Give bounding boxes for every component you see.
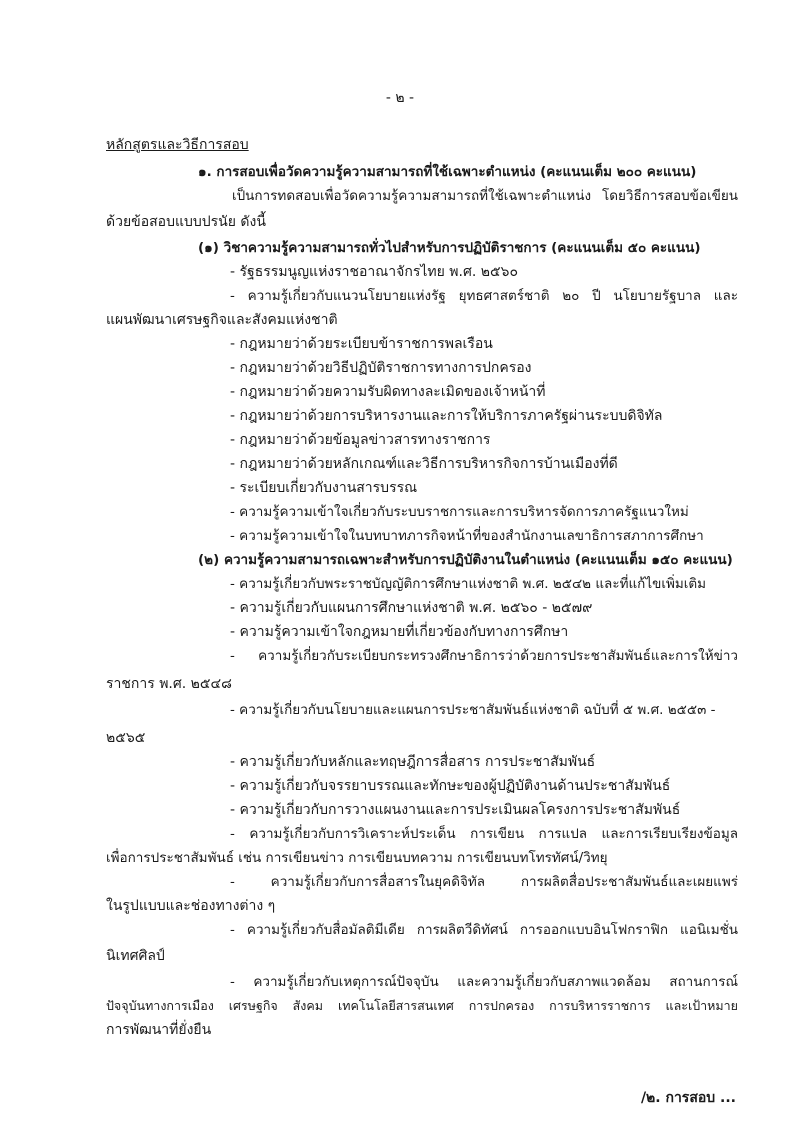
list-item-cont: ๒๕๖๕ [106,730,146,746]
list-item: - ความรู้เกี่ยวกับการวางแผนงานและการประเมินผลโครงการประชาสัมพันธ์ [230,802,681,818]
list-item: - ความรู้เกี่ยวกับการวิเคราะห์ประเด็น การเขียน การแปล และการเรียบเรียงข้อมูล [230,826,738,842]
list-item: - ความรู้เกี่ยวกับสื่อมัลติมีเดีย การผลิตวีดิทัศน์ การออกแบบอินโฟกราฟิก แอนิเมชั่น [230,922,738,938]
list-item: - ความรู้เกี่ยวกับแผนการศึกษาแห่งชาติ พ.ศ. ๒๕๖๐ - ๒๕๗๙ [230,600,593,616]
list-item: - กฎหมายว่าด้วยความรับผิดทางละเมิดของเจ้าหน้าที่ [230,384,546,400]
list-item: - ความรู้เกี่ยวกับระเบียบกระทรวงศึกษาธิการว่าด้วยการประชาสัมพันธ์และการให้ข่าว [230,648,738,664]
list-item: - รัฐธรรมนูญแห่งราชอาณาจักรไทย พ.ศ. ๒๕๖๐ [230,264,518,280]
list-item: - ระเบียบเกี่ยวกับงานสารบรรณ [230,480,418,496]
list-item: - ความรู้ความเข้าใจเกี่ยวกับระบบราชการและการบริหารจัดการภาครัฐแนวใหม่ [230,504,689,520]
section-1-intro-cont: ด้วยข้อสอบแบบปรนัย ดังนี้ [106,214,266,230]
list-item: - กฎหมายว่าด้วยการบริหารงานและการให้บริการภาครัฐผ่านระบบดิจิทัล [230,408,663,424]
list-item: - กฎหมายว่าด้วยหลักเกณฑ์และวิธีการบริหารกิจการบ้านเมืองที่ดี [230,456,618,472]
list-item-cont: ในรูปแบบและช่องทางต่าง ๆ [106,898,276,914]
list-item: - ความรู้เกี่ยวกับจรรยาบรรณและทักษะของผู้ปฏิบัติงานด้านประชาสัมพันธ์ [230,778,671,794]
part-1-title: (๑) วิชาความรู้ความสามารถทั่วไปสำหรับการปฏิบัติราชการ (คะแนนเต็ม ๕๐ คะแนน) [198,240,701,256]
list-item: - ความรู้ความเข้าใจในบทบาทภารกิจหน้าที่ของสำนักงานเลขาธิการสภาการศึกษา [230,528,704,544]
list-item: - ความรู้เกี่ยวกับการสื่อสารในยุคดิจิทัล การผลิตสื่อประชาสัมพันธ์และเผยแพร่ [230,874,738,890]
list-item-cont: เพื่อการประชาสัมพันธ์ เช่น การเขียนข่าว การเขียนบทความ การเขียนบทโทรทัศน์/วิทยุ [106,850,608,866]
list-item: - กฎหมายว่าด้วยระเบียบข้าราชการพลเรือน [230,336,493,352]
list-item: - กฎหมายว่าด้วยวิธีปฏิบัติราชการทางการปกครอง [230,360,532,376]
list-item: - ความรู้เกี่ยวกับแนวนโยบายแห่งรัฐ ยุทธศาสตร์ชาติ ๒๐ ปี นโยบายรัฐบาล และ [230,288,738,304]
list-item: - ความรู้เกี่ยวกับเหตุการณ์ปัจจุบัน และความรู้เกี่ยวกับสภาพแวดล้อม สถานการณ์ [230,974,738,990]
list-item: - ความรู้เกี่ยวกับหลักและทฤษฎีการสื่อสาร การประชาสัมพันธ์ [230,754,596,770]
list-item-cont: แผนพัฒนาเศรษฐกิจและสังคมแห่งชาติ [106,312,338,328]
part-2-title: (๒) ความรู้ความสามารถเฉพาะสำหรับการปฏิบัติงานในตำแหน่ง (คะแนนเต็ม ๑๕๐ คะแนน) [198,552,733,568]
list-item-cont: การพัฒนาที่ยั่งยืน [106,1022,212,1038]
list-item-cont: ราชการ พ.ศ. ๒๕๔๘ [106,676,232,692]
section-1-title: ๑. การสอบเพื่อวัดความรู้ความสามารถที่ใช้เฉพาะตำแหน่ง (คะแนนเต็ม ๒๐๐ คะแนน) [198,164,697,180]
section-1-intro: เป็นการทดสอบเพื่อวัดความรู้ความสามารถที่ใช้เฉพาะตำแหน่ง โดยวิธีการสอบข้อเขียน [232,188,738,204]
list-item: - ความรู้เกี่ยวกับพระราชบัญญัติการศึกษาแห่งชาติ พ.ศ. ๒๕๔๒ และที่แก้ไขเพิ่มเติม [230,576,707,592]
list-item: - ความรู้ความเข้าใจกฎหมายที่เกี่ยวข้องกับทางการศึกษา [230,624,569,640]
page-number: - ๒ - [385,90,415,106]
list-item: - ความรู้เกี่ยวกับนโยบายและแผนการประชาสัมพันธ์แห่งชาติ ฉบับที่ ๕ พ.ศ. ๒๕๕๓ - [230,702,716,718]
continuation-note: /๒. การสอบ ... [640,1090,736,1106]
list-item-cont: ปัจจุบันทางการเมือง เศรษฐกิจ สังคม เทคโนโลยีสารสนเทศ การปกครอง การบริหารราชการ และเป้าหมาย [106,998,738,1013]
section-heading: หลักสูตรและวิธีการสอบ [106,137,249,153]
list-item: - กฎหมายว่าด้วยข้อมูลข่าวสารทางราชการ [230,432,491,448]
list-item-cont: นิเทศศิลป์ [106,948,165,964]
